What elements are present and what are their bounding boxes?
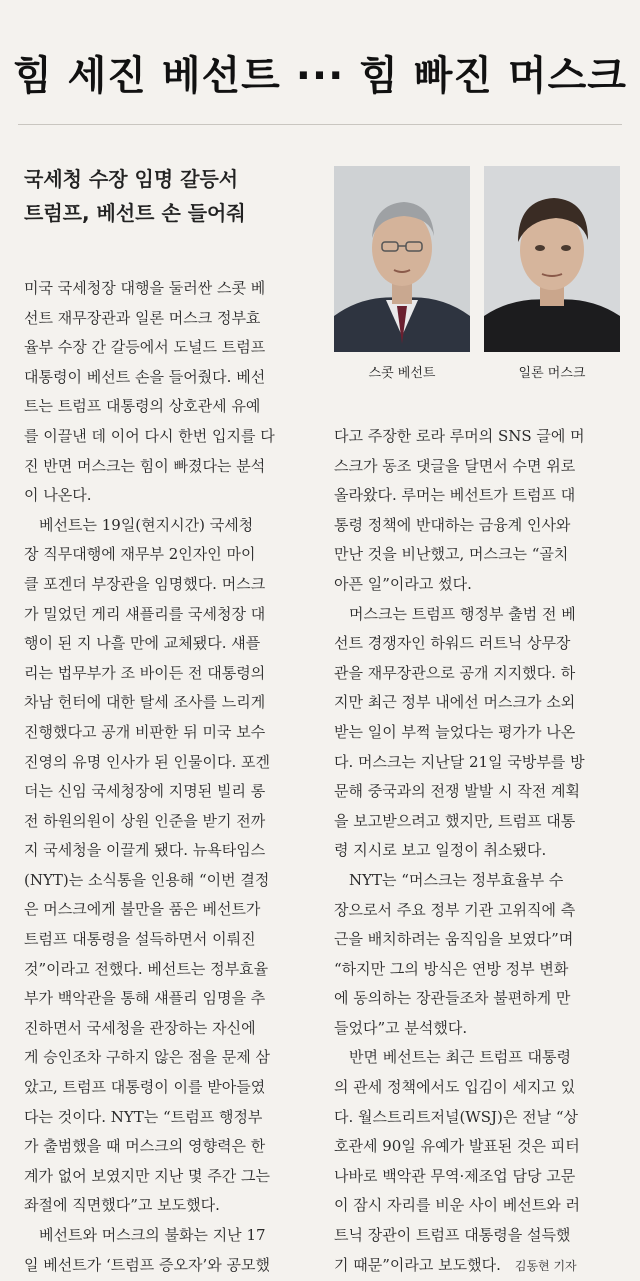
body-text-line: 선트 재무장관과 일론 머스크 정부효 xyxy=(24,308,261,327)
body-text-line: 일 베선트가 ‘트럼프 증오자’와 공모했 xyxy=(24,1255,270,1274)
body-text-line: NYT는 “머스크는 정부효율부 수 xyxy=(334,870,564,889)
headline: 힘 세진 베선트 ··· 힘 빠진 머스크 xyxy=(13,53,627,99)
body-text-line: 문해 중국과의 전쟁 발발 시 작전 계획 xyxy=(334,782,580,801)
body-text-line: 진영의 유명 인사가 된 인물이다. 포겐 xyxy=(24,752,270,771)
subheadline xyxy=(24,162,314,230)
photo-caption: 일론 머스크 xyxy=(518,366,586,381)
body-text-line: 다. 머스크는 지난달 21일 국방부를 방 xyxy=(334,752,585,771)
body-text-line: 진하면서 국세청을 관장하는 자신에 xyxy=(24,1018,256,1037)
body-text-line: 머스크는 트럼프 행정부 출범 전 베 xyxy=(334,604,576,623)
body-text-line: 은 머스크에게 불만을 품은 베선트가 xyxy=(24,900,261,919)
body-text-line xyxy=(334,1251,622,1281)
body-text-line: 령 지시로 보고 일정이 취소됐다. xyxy=(334,841,547,860)
body-text-line: 미국 국세청장 대행을 둘러싼 스콧 베 xyxy=(24,279,266,297)
body-text-line: 차남 헌터에 대한 탈세 조사를 느리게 xyxy=(24,693,266,712)
body-text-line: 대통령이 베선트 손을 들어줬다. 베선 xyxy=(24,367,266,386)
body-text-line: 지 국세청을 이끌게 됐다. 뉴욕타임스 xyxy=(24,841,266,860)
body-text-line: 올라왔다. 루머는 베선트가 트럼프 대 xyxy=(334,486,576,505)
body-text-line: 받는 일이 부쩍 늘었다는 평가가 나온 xyxy=(334,722,576,741)
portrait-photo-icon xyxy=(484,166,620,352)
body-text-line: 장 직무대행에 재무부 2인자인 마이 xyxy=(24,545,256,564)
body-text-line: 계가 없어 보였지만 지난 몇 주간 그는 xyxy=(24,1166,270,1185)
body-text-line: 진 반면 머스크는 힘이 빠졌다는 분석 xyxy=(24,456,266,475)
body-text-line: 클 포겐더 부장관을 임명했다. 머스크 xyxy=(24,574,266,593)
portrait-photo-icon xyxy=(334,166,470,352)
body-text-line: 부가 백악관을 통해 섀플리 임명을 추 xyxy=(24,989,266,1008)
photo-group xyxy=(334,166,620,406)
body-text-line: “하지만 그의 방식은 연방 정부 변화 xyxy=(334,959,569,978)
body-text-line: 트럼프 대통령을 설득하면서 이뤄진 xyxy=(24,930,256,949)
body-text-line: (NYT)는 소식통을 인용해 “이번 결정 xyxy=(24,870,270,889)
portrait-photo-bessent xyxy=(334,166,470,352)
body-text-line: 베선트와 머스크의 불화는 지난 17 xyxy=(24,1226,266,1244)
body-text-line: 트닉 장관이 트럼프 대통령을 설득했 xyxy=(334,1226,571,1245)
photo-caption: 스콧 베선트 xyxy=(368,366,436,381)
body-text-line: 진행했다고 공개 비판한 뒤 미국 보수 xyxy=(24,722,266,741)
body-text-line: 좌절에 직면했다”고 보도했다. xyxy=(24,1196,220,1215)
body-text-line: 선트 경쟁자인 하워드 러트닉 상무장 xyxy=(334,634,571,653)
body-text-line: 가 출범했을 때 머스크의 영향력은 한 xyxy=(24,1137,266,1156)
body-text-line: 율부 수장 간 갈등에서 도널드 트럼프 xyxy=(24,338,266,357)
body-text-line: 다고 주장한 로라 루머의 SNS 글에 머 xyxy=(334,427,585,445)
body-text-line: 것”이라고 전했다. 베선트는 정부효율 xyxy=(24,959,269,978)
body-text-line: 았고, 트럼프 대통령이 이를 받아들였 xyxy=(24,1078,266,1097)
body-text-line: 근을 배치하려는 움직임을 보였다”며 xyxy=(334,930,574,949)
body-text-line: 전 하원의원이 상원 인준을 받기 전까 xyxy=(24,811,266,830)
divider xyxy=(18,124,622,125)
body-text-line: 다는 것이다. NYT는 “트럼프 행정부 xyxy=(24,1107,263,1126)
body-text-line: 트는 트럼프 대통령의 상호관세 유예 xyxy=(24,397,261,416)
body-text-line: 아픈 일”이라고 썼다. xyxy=(334,574,472,593)
byline: 김동현 기자 xyxy=(514,1258,577,1273)
body-text-line: 호관세 90일 유예가 발표된 것은 피터 xyxy=(334,1137,580,1156)
body-text-line: 에 동의하는 장관들조차 불편하게 만 xyxy=(334,989,571,1008)
body-text-line: 리는 법무부가 조 바이든 전 대통령의 xyxy=(24,663,266,682)
body-text-line: 다. 월스트리트저널(WSJ)은 전날 “상 xyxy=(334,1107,579,1126)
body-text-line: 지만 최근 정부 내에선 머스크가 소외 xyxy=(334,693,576,712)
body-text-line: 를 이끌낸 데 이어 다시 한번 입지를 다 xyxy=(24,426,275,445)
body-text-line: 이 나온다. xyxy=(24,486,92,505)
body-text-line: 스크가 동조 댓글을 달면서 수면 위로 xyxy=(334,456,576,475)
body-text-line: 을 보고받으려고 했지만, 트럼프 대통 xyxy=(334,811,576,830)
body-text-line: 더는 신임 국세청장에 지명된 빌리 롱 xyxy=(24,782,266,801)
body-text-line: 들었다”고 분석했다. xyxy=(334,1018,468,1037)
body-text-line: 이 잠시 자리를 비운 사이 베선트와 러 xyxy=(334,1196,580,1215)
article-body-right-column xyxy=(334,422,622,1280)
body-text-line: 행이 된 지 나흘 만에 교체됐다. 섀플 xyxy=(24,634,261,653)
body-text-line: 통령 정책에 반대하는 금융계 인사와 xyxy=(334,515,571,534)
body-text-line: 관을 재무장관으로 공개 지지했다. 하 xyxy=(334,663,576,682)
subheadline-line: 트럼프, 베선트 손 들어줘 xyxy=(24,201,246,225)
portrait-photo-musk xyxy=(484,166,620,352)
body-text-line: 장으로서 주요 정부 기관 고위직에 측 xyxy=(334,900,576,919)
body-text-line: 게 승인조차 구하지 않은 점을 문제 삼 xyxy=(24,1048,270,1067)
body-text-line: 베선트는 19일(현지시간) 국세청 xyxy=(24,515,254,534)
body-text-line: 나바로 백악관 무역·제조업 담당 고문 xyxy=(334,1166,576,1185)
body-text-line: 가 밀었던 게리 섀플리를 국세청장 대 xyxy=(24,604,266,623)
body-text-line: 의 관세 정책에서도 입김이 세지고 있 xyxy=(334,1078,576,1097)
body-text-line: 만난 것을 비난했고, 머스크는 “골치 xyxy=(334,545,569,564)
body-text-line-text: 기 때문”이라고 보도했다. xyxy=(334,1255,501,1274)
subheadline-line: 국세청 수장 임명 갈등서 xyxy=(24,167,239,191)
body-text-line: 반면 베선트는 최근 트럼프 대통령 xyxy=(334,1048,571,1067)
article-body-left-column xyxy=(24,274,314,1280)
